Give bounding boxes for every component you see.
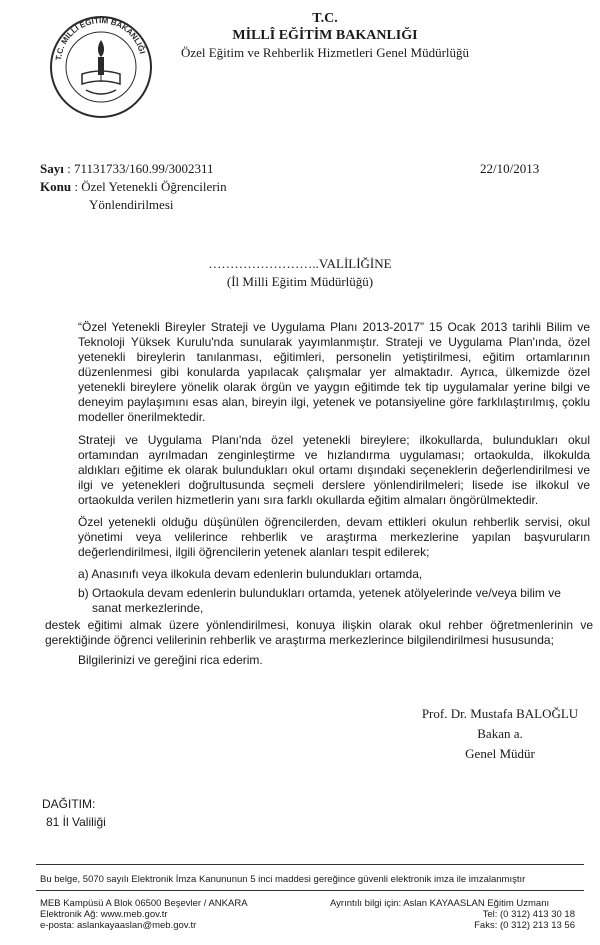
footer-rule-top (36, 864, 584, 865)
item-b-line1: b) Ortaokula devam edenlerin bulundukları ortamda, yetenek atölyelerinde ve/veya bilim ve (78, 586, 561, 600)
addressee (0, 255, 600, 291)
department-name: Özel Eğitim ve Rehberlik Hizmetleri Genel Müdürlüğü (180, 45, 470, 60)
footer-rule-bottom (36, 890, 584, 891)
tc-heading: T.C. (312, 11, 338, 26)
paragraph-4-wrap (45, 618, 593, 648)
paragraph-2: Strateji ve Uygulama Planı'nda özel yetenekli bireylere; ilkokullarda, bulundukları okul ortamından ayrılmadan zenginleştirme ve hızlandırma uygulaması; ortaokulda, ilkokulda aldıkları eğitime ek olarak bulundukları okul ortamı dışındaki seçeneklerin değerlendirilmesi ve ilgi ve yetenekleri doğrultusunda seçmeli derslere yönlendirilmeleri; lisede ise ilkokul ve ortaokulda verilen hizmetlerin yanı sıra farklı okullarda eğitim almaları öngörülmektedir. (78, 433, 590, 507)
distribution-item: 81 İl Valiliği (46, 815, 106, 829)
letter-date: 22/10/2013 (480, 161, 540, 176)
footer-address: MEB Kampüsü A Blok 06500 Beşevler / ANKARA (40, 898, 248, 909)
item-a: a) Anasınıfı veya ilkokula devam edenlerin bulundukları ortamda, (78, 567, 423, 581)
paragraph-3: Özel yetenekli olduğu düşünülen öğrencilerden, devam ettikleri okulun rehberlik servisi, okul yönetimi veya velilerince rehberlik ve araştırma merkezlerine yapılan başvuruların değerlendirilmesi, ilgili öğrencilerin yetenek alanları tespit edilerek; (78, 515, 590, 559)
sayi-value: : 71131733/160.99/3002311 (67, 161, 214, 176)
ministry-seal-logo (46, 12, 156, 122)
footer-contact: Ayrıntılı bilgi için: Aslan KAYAASLAN Eğitim Uzmanı (330, 898, 550, 909)
letter-body (78, 320, 590, 425)
footer-email: e-posta: aslankayaaslan@meb.gov.tr (40, 920, 197, 931)
konu-line1: : Özel Yetenekli Öğrencilerin (74, 179, 227, 194)
signatory-role-2: Genel Müdür (465, 746, 535, 761)
addressee-line1: ……………………..VALİLİĞİNE (208, 256, 392, 271)
reference-block (40, 160, 227, 214)
footer-right (330, 898, 575, 931)
footer-left (40, 898, 248, 931)
paragraph-4: destek eğitimi almak üzere yönlendirilmesi, konuya ilişkin olarak okul rehber öğretmenlerinin ve gerektiğinde öğrenci velilerinin rehberlik ve araştırma merkezlerince bilgilendirilmesi hususunda; (45, 618, 593, 647)
konu-label: Konu (40, 179, 72, 194)
signature-block (405, 704, 595, 764)
signatory-role-1: Bakan a. (477, 726, 523, 741)
paragraph-1: “Özel Yetenekli Bireyler Strateji ve Uygulama Planı 2013-2017” 15 Ocak 2013 tarihli Bilim ve Teknoloji Yüksek Kurulu'nda sunularak yayımlanmıştır. Strateji ve Uygulama Plan'ında, özel yetenekli bireylerin tanılanması, eğitimleri, personelin yetiştirilmesi, eğitim ortamlarının düzenlenmesi gibi konularda yapılacak çalışmalar yer almaktadır. Ayrıca, ülkemizde özel yetenekli bireylere yönelik olarak örgün ve yaygın eğitimde tek tip uygulamalar yerine bilgi ve deneyim paylaşımını esas alan, bireyin ilgi, yetenek ve potansiyeline göre farklılaştırılmış, çoklu modeller önerilmektedir. (78, 320, 590, 424)
footer-web: Elektronik Ağ: www.meb.gov.tr (40, 909, 168, 920)
e-signature-notice: Bu belge, 5070 sayılı Elektronik İmza Kanununun 5 inci maddesi gereğince güvenli elektronik imza ile imzalanmıştır (40, 874, 526, 885)
konu-line2: Yönlendirilmesi (89, 197, 174, 212)
ministry-name: MİLLÎ EĞİTİM BAKANLIĞI (232, 28, 418, 43)
distribution-block (42, 795, 106, 831)
addressee-line2: (İl Milli Eğitim Müdürlüğü) (226, 274, 374, 289)
signatory-name: Prof. Dr. Mustafa BALOĞLU (421, 706, 579, 721)
item-b-line2: sanat merkezlerinde, (92, 601, 204, 615)
footer-fax: Faks: (0 312) 213 13 56 (474, 920, 575, 931)
paragraph-5: Bilgilerinizi ve gereğini rica ederim. (78, 653, 263, 667)
footer-tel: Tel: (0 312) 413 30 18 (482, 909, 575, 920)
distribution-label: DAĞITIM: (42, 797, 96, 811)
sayi-label: Sayı (40, 161, 64, 176)
svg-text:T.C. MİLLÎ EĞİTİM BAKANLIĞI: T.C. MİLLÎ EĞİTİM BAKANLIĞI (54, 16, 147, 61)
letterhead (160, 10, 490, 61)
paragraph-2-wrap (78, 433, 590, 508)
paragraph-3-wrap (78, 515, 590, 560)
